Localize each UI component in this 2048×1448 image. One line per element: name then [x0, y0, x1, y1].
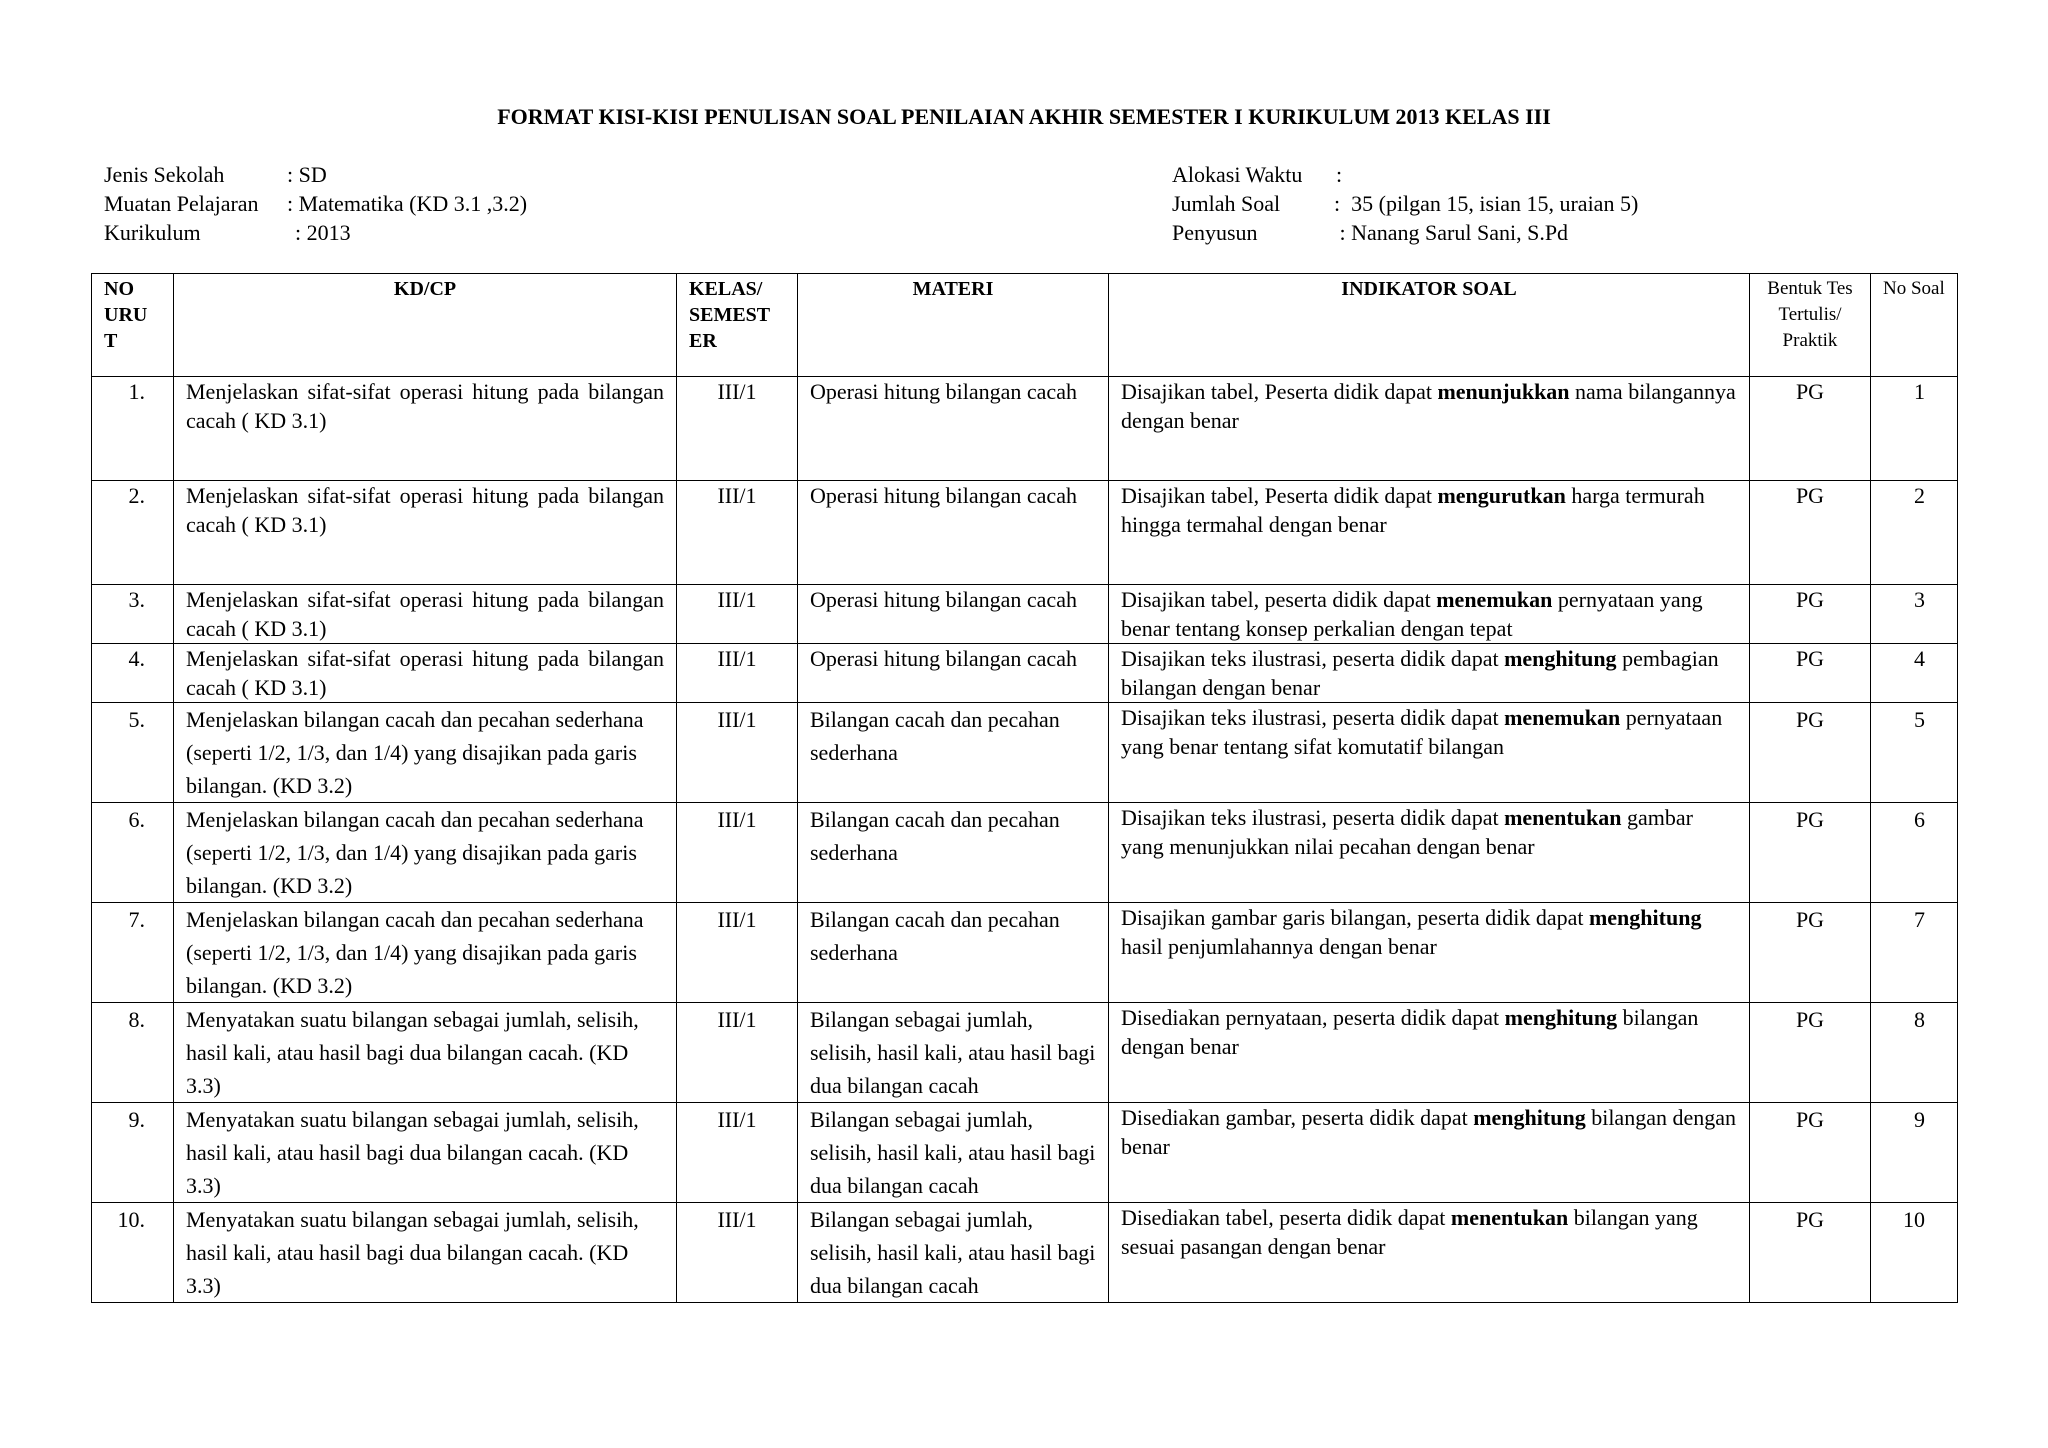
- cell-indikator-soal: [1109, 481, 1750, 585]
- cell-indikator-soal: [1109, 585, 1750, 644]
- indikator-text: pernyataan yang benar tentang sifat komutatif bilangan: [1121, 705, 1723, 759]
- cell-kelas-semester: III/1: [677, 903, 798, 1003]
- indikator-text: gambar yang menunjukkan nilai pecahan dengan benar: [1121, 805, 1693, 859]
- cell-no-urut: 9.: [92, 1103, 174, 1203]
- meta-right: [1172, 160, 1638, 247]
- table-body: [92, 377, 1958, 1303]
- meta-kurikulum: [104, 218, 527, 247]
- meta-label: Alokasi Waktu: [1172, 162, 1303, 187]
- cell-indikator-soal: [1109, 803, 1750, 903]
- cell-no-soal: 8: [1871, 1003, 1958, 1103]
- table-row: [92, 644, 1958, 703]
- indikator-text: hasil penjumlahannya dengan benar: [1121, 934, 1437, 959]
- table-header-row: [92, 274, 1958, 377]
- header-no-soal: No Soal: [1871, 274, 1958, 377]
- meta-muatan-pelajaran: [104, 189, 527, 218]
- cell-no-urut: 8.: [92, 1003, 174, 1103]
- cell-no-urut: 1.: [92, 377, 174, 481]
- cell-indikator-soal: [1109, 1203, 1750, 1303]
- cell-materi: Bilangan cacah dan pecahan sederhana: [798, 703, 1109, 803]
- cell-kelas-semester: III/1: [677, 481, 798, 585]
- cell-kelas-semester: III/1: [677, 1203, 798, 1303]
- cell-no-soal: 2: [1871, 481, 1958, 585]
- cell-kd-cp: Menjelaskan sifat-sifat operasi hitung pada bilangan cacah ( KD 3.1): [174, 585, 677, 644]
- indikator-text: Disajikan teks ilustrasi, peserta didik dapat: [1121, 705, 1505, 730]
- header-materi: MATERI: [798, 274, 1109, 377]
- cell-bentuk-tes: PG: [1750, 1203, 1871, 1303]
- cell-indikator-soal: [1109, 644, 1750, 703]
- cell-kd-cp: Menyatakan suatu bilangan sebagai jumlah, selisih, hasil kali, atau hasil bagi dua bilangan cacah. (KD 3.3): [174, 1103, 677, 1203]
- cell-materi: Bilangan sebagai jumlah, selisih, hasil kali, atau hasil bagi dua bilangan cacah: [798, 1103, 1109, 1203]
- cell-indikator-soal: [1109, 1103, 1750, 1203]
- indikator-text: bilangan dengan benar: [1121, 1005, 1699, 1059]
- cell-no-soal: 6: [1871, 803, 1958, 903]
- cell-kelas-semester: III/1: [677, 1103, 798, 1203]
- cell-bentuk-tes: PG: [1750, 1003, 1871, 1103]
- header-indikator-soal: INDIKATOR SOAL: [1109, 274, 1750, 377]
- cell-kelas-semester: III/1: [677, 377, 798, 481]
- cell-kd-cp: Menjelaskan sifat-sifat operasi hitung pada bilangan cacah ( KD 3.1): [174, 377, 677, 481]
- cell-indikator-soal: [1109, 903, 1750, 1003]
- cell-kd-cp: Menjelaskan bilangan cacah dan pecahan sederhana (seperti 1/2, 1/3, dan 1/4) yang disajikan pada garis bilangan. (KD 3.2): [174, 703, 677, 803]
- cell-no-urut: 6.: [92, 803, 174, 903]
- indikator-text: Disediakan tabel, peserta didik dapat: [1121, 1205, 1451, 1230]
- indikator-text: pembagian bilangan dengan benar: [1121, 646, 1719, 700]
- indikator-text: Disajikan tabel, peserta didik dapat: [1121, 587, 1437, 612]
- cell-materi: Operasi hitung bilangan cacah: [798, 644, 1109, 703]
- cell-bentuk-tes: PG: [1750, 903, 1871, 1003]
- cell-bentuk-tes: PG: [1750, 644, 1871, 703]
- indikator-text: Disajikan tabel, Peserta didik dapat: [1121, 483, 1438, 508]
- cell-bentuk-tes: PG: [1750, 803, 1871, 903]
- cell-no-urut: 4.: [92, 644, 174, 703]
- indikator-text: Disajikan gambar garis bilangan, peserta didik dapat: [1121, 905, 1589, 930]
- table-row: [92, 1003, 1958, 1103]
- meta-jenis-sekolah: [104, 160, 527, 189]
- cell-bentuk-tes: PG: [1750, 585, 1871, 644]
- header-kelas-semester: KELAS/ SEMEST ER: [677, 274, 798, 377]
- meta-label: Kurikulum: [104, 220, 201, 245]
- cell-materi: Bilangan cacah dan pecahan sederhana: [798, 803, 1109, 903]
- cell-kd-cp: Menjelaskan sifat-sifat operasi hitung pada bilangan cacah ( KD 3.1): [174, 481, 677, 585]
- cell-no-soal: 7: [1871, 903, 1958, 1003]
- meta-jumlah-soal: [1172, 189, 1638, 218]
- cell-materi: Operasi hitung bilangan cacah: [798, 377, 1109, 481]
- indikator-text: nama bilangannya dengan benar: [1121, 379, 1736, 433]
- indikator-text: Disediakan pernyataan, peserta didik dapat: [1121, 1005, 1505, 1030]
- indikator-keyword: menunjukkan: [1437, 379, 1570, 404]
- cell-kelas-semester: III/1: [677, 703, 798, 803]
- cell-materi: Operasi hitung bilangan cacah: [798, 585, 1109, 644]
- header-bentuk-tes: Bentuk Tes Tertulis/ Praktik: [1750, 274, 1871, 377]
- cell-kelas-semester: III/1: [677, 585, 798, 644]
- meta-alokasi-waktu: [1172, 160, 1638, 189]
- cell-bentuk-tes: PG: [1750, 481, 1871, 585]
- cell-indikator-soal: [1109, 377, 1750, 481]
- cell-materi: Operasi hitung bilangan cacah: [798, 481, 1109, 585]
- cell-bentuk-tes: PG: [1750, 703, 1871, 803]
- indikator-keyword: menghitung: [1504, 1005, 1618, 1030]
- meta-value: : SD: [287, 162, 327, 187]
- cell-no-urut: 3.: [92, 585, 174, 644]
- indikator-keyword: menemukan: [1436, 587, 1553, 612]
- indikator-text: bilangan yang sesuai pasangan dengan benar: [1121, 1205, 1698, 1259]
- indikator-keyword: menentukan: [1450, 1205, 1569, 1230]
- cell-indikator-soal: [1109, 703, 1750, 803]
- cell-kd-cp: Menjelaskan bilangan cacah dan pecahan sederhana (seperti 1/2, 1/3, dan 1/4) yang disajikan pada garis bilangan. (KD 3.2): [174, 903, 677, 1003]
- indikator-text: Disediakan gambar, peserta didik dapat: [1121, 1105, 1474, 1130]
- table-row: [92, 1103, 1958, 1203]
- cell-no-soal: 1: [1871, 377, 1958, 481]
- cell-bentuk-tes: PG: [1750, 377, 1871, 481]
- meta-left: [104, 160, 527, 247]
- meta-value: : 35 (pilgan 15, isian 15, uraian 5): [1334, 191, 1639, 216]
- cell-no-urut: 5.: [92, 703, 174, 803]
- meta-label: Penyusun: [1172, 220, 1258, 245]
- cell-kelas-semester: III/1: [677, 803, 798, 903]
- cell-materi: Bilangan sebagai jumlah, selisih, hasil kali, atau hasil bagi dua bilangan cacah: [798, 1003, 1109, 1103]
- cell-kelas-semester: III/1: [677, 644, 798, 703]
- table-row: [92, 803, 1958, 903]
- cell-kd-cp: Menyatakan suatu bilangan sebagai jumlah, selisih, hasil kali, atau hasil bagi dua bilangan cacah. (KD 3.3): [174, 1003, 677, 1103]
- meta-value: :: [1336, 162, 1343, 187]
- cell-no-soal: 10: [1871, 1203, 1958, 1303]
- indikator-text: Disajikan teks ilustrasi, peserta didik dapat: [1121, 805, 1505, 830]
- document-title: FORMAT KISI-KISI PENULISAN SOAL PENILAIAN AKHIR SEMESTER I KURIKULUM 2013 KELAS III: [497, 104, 1551, 129]
- cell-no-soal: 5: [1871, 703, 1958, 803]
- cell-materi: Bilangan sebagai jumlah, selisih, hasil kali, atau hasil bagi dua bilangan cacah: [798, 1203, 1109, 1303]
- cell-bentuk-tes: PG: [1750, 1103, 1871, 1203]
- meta-label: Jenis Sekolah: [104, 162, 225, 187]
- cell-kd-cp: Menjelaskan sifat-sifat operasi hitung pada bilangan cacah ( KD 3.1): [174, 644, 677, 703]
- indikator-text: Disajikan teks ilustrasi, peserta didik dapat: [1121, 646, 1505, 671]
- cell-no-urut: 2.: [92, 481, 174, 585]
- kisi-kisi-table: [91, 273, 1958, 1303]
- cell-kd-cp: Menjelaskan bilangan cacah dan pecahan sederhana (seperti 1/2, 1/3, dan 1/4) yang disajikan pada garis bilangan. (KD 3.2): [174, 803, 677, 903]
- meta-label: Jumlah Soal: [1172, 191, 1281, 216]
- indikator-text: bilangan dengan benar: [1121, 1105, 1736, 1159]
- table-row: [92, 481, 1958, 585]
- table-row: [92, 903, 1958, 1003]
- meta-value: : Matematika (KD 3.1 ,3.2): [287, 191, 528, 216]
- cell-kelas-semester: III/1: [677, 1003, 798, 1103]
- indikator-text: pernyataan yang benar tentang konsep perkalian dengan tepat: [1121, 587, 1703, 641]
- meta-value: : 2013: [295, 220, 351, 245]
- cell-no-soal: 9: [1871, 1103, 1958, 1203]
- table-row: [92, 585, 1958, 644]
- cell-indikator-soal: [1109, 1003, 1750, 1103]
- meta-label: Muatan Pelajaran: [104, 191, 259, 216]
- cell-no-urut: 10.: [92, 1203, 174, 1303]
- indikator-keyword: mengurutkan: [1437, 483, 1566, 508]
- cell-kd-cp: Menyatakan suatu bilangan sebagai jumlah, selisih, hasil kali, atau hasil bagi dua bilangan cacah. (KD 3.3): [174, 1203, 677, 1303]
- indikator-keyword: menemukan: [1504, 705, 1621, 730]
- meta-penyusun: [1172, 218, 1638, 247]
- cell-no-soal: 3: [1871, 585, 1958, 644]
- indikator-keyword: menghitung: [1473, 1105, 1586, 1130]
- header-no-urut: NO URU T: [92, 274, 174, 377]
- indikator-text: harga termurah hingga termahal dengan benar: [1121, 483, 1705, 537]
- cell-no-urut: 7.: [92, 903, 174, 1003]
- meta-value: : Nanang Sarul Sani, S.Pd: [1334, 220, 1569, 245]
- cell-no-soal: 4: [1871, 644, 1958, 703]
- cell-materi: Bilangan cacah dan pecahan sederhana: [798, 903, 1109, 1003]
- indikator-keyword: menghitung: [1504, 646, 1617, 671]
- table-row: [92, 377, 1958, 481]
- table-row: [92, 1203, 1958, 1303]
- indikator-keyword: menghitung: [1588, 905, 1702, 930]
- indikator-text: Disajikan tabel, Peserta didik dapat: [1121, 379, 1438, 404]
- indikator-keyword: menentukan: [1504, 805, 1622, 830]
- header-kd-cp: KD/CP: [174, 274, 677, 377]
- table-row: [92, 703, 1958, 803]
